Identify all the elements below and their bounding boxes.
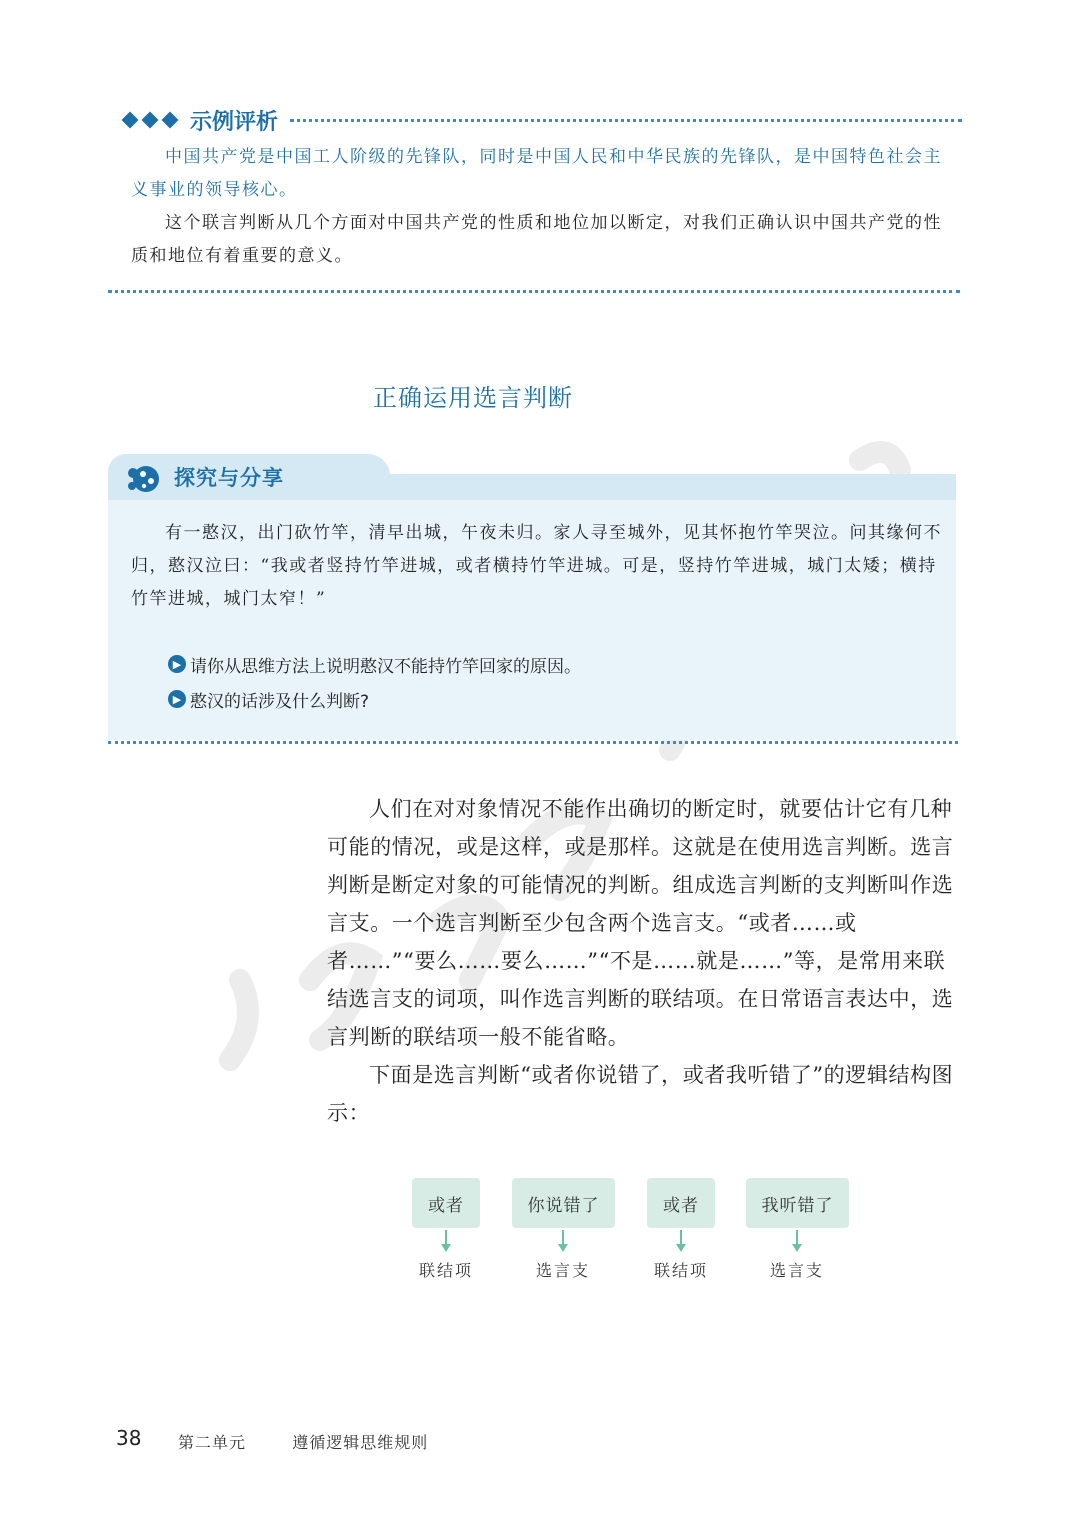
- question-text: 请你从思维方法上说明憨汉不能持竹竿回家的原因。: [190, 656, 581, 677]
- diagram-label: 联结项: [418, 1261, 473, 1280]
- diagram-label: 选言支: [769, 1261, 824, 1280]
- explore-question-1: [168, 651, 581, 677]
- example-quote: 中国共产党是中国工人阶级的先锋队，同时是中国人民和中华民族的先锋队，是中国特色社会主义事业的领导核心。: [131, 147, 942, 200]
- diagram-node: 或者: [647, 1178, 715, 1228]
- explore-tab-title: 探究与分享: [174, 466, 284, 490]
- example-comment: 这个联言判断从几个方面对中国共产党的性质和地位加以断定，对我们正确认识中国共产党的性质和地位有着重要的意义。: [131, 213, 942, 266]
- play-bullet-icon: ▶: [168, 690, 186, 708]
- diagram-arrow: [562, 1230, 564, 1245]
- explore-question-2: [168, 686, 369, 712]
- arrow-down-icon: [558, 1244, 568, 1252]
- diamond-bullets-icon: [122, 114, 178, 126]
- arrow-down-icon: [441, 1244, 451, 1252]
- section-title: 正确运用选言判断: [373, 384, 573, 412]
- diagram-node: 你说错了: [512, 1178, 615, 1228]
- example-heading: 示例评析: [190, 109, 279, 135]
- explore-story: 有一憨汉，出门砍竹竿，清早出城，午夜未归。家人寻至城外，见其怀抱竹竿哭泣。问其缘何不归，憨汉泣曰：“我或者竖持竹竿进城，或者横持竹竿进城。可是，竖持竹竿进城，城门太矮；横持竹竿进城，城门太窄！”: [131, 523, 942, 609]
- body-paragraph-2: 下面是选言判断“或者你说错了，或者我听错了”的逻辑结构图示：: [327, 1063, 954, 1125]
- diagram-node: 我听错了: [746, 1178, 849, 1228]
- diagram-arrow: [680, 1230, 682, 1245]
- diagram-arrow: [796, 1230, 798, 1245]
- body-text: [327, 790, 959, 1132]
- page-number: 38: [116, 1426, 142, 1450]
- explore-share-icon: [124, 460, 162, 498]
- explore-bottom-divider: [108, 741, 958, 744]
- diagram-node: 或者: [412, 1178, 480, 1228]
- question-text: 憨汉的话涉及什么判断?: [190, 691, 370, 712]
- arrow-down-icon: [792, 1244, 802, 1252]
- footer-running-head: [178, 1430, 428, 1453]
- diagram-label: 选言支: [535, 1261, 590, 1280]
- example-header: [122, 104, 962, 136]
- footer-unit: 第二单元: [178, 1433, 247, 1452]
- diagram-arrow: [445, 1230, 447, 1245]
- dotted-divider: [290, 119, 962, 122]
- body-paragraph-1: 人们在对对象情况不能作出确切的断定时，就要估计它有几种可能的情况，或是这样，或是那样。这就是在使用选言判断。选言判断是断定对象的可能情况的判断。组成选言判断的支判断叫作选言支。一个选言判断至少包含两个选言支。“或者……或者……”“要么……要么……”“不是……就是……”等，是常用来联结选言支的词项，叫作选言判断的联结项。在日常语言表达中，选言判断的联结项一般不能省略。: [327, 797, 954, 1049]
- example-bottom-divider: [108, 290, 960, 293]
- play-bullet-icon: ▶: [168, 655, 186, 673]
- diagram-label: 联结项: [653, 1261, 708, 1280]
- footer-chapter: 遵循逻辑思维规则: [292, 1433, 429, 1452]
- arrow-down-icon: [676, 1244, 686, 1252]
